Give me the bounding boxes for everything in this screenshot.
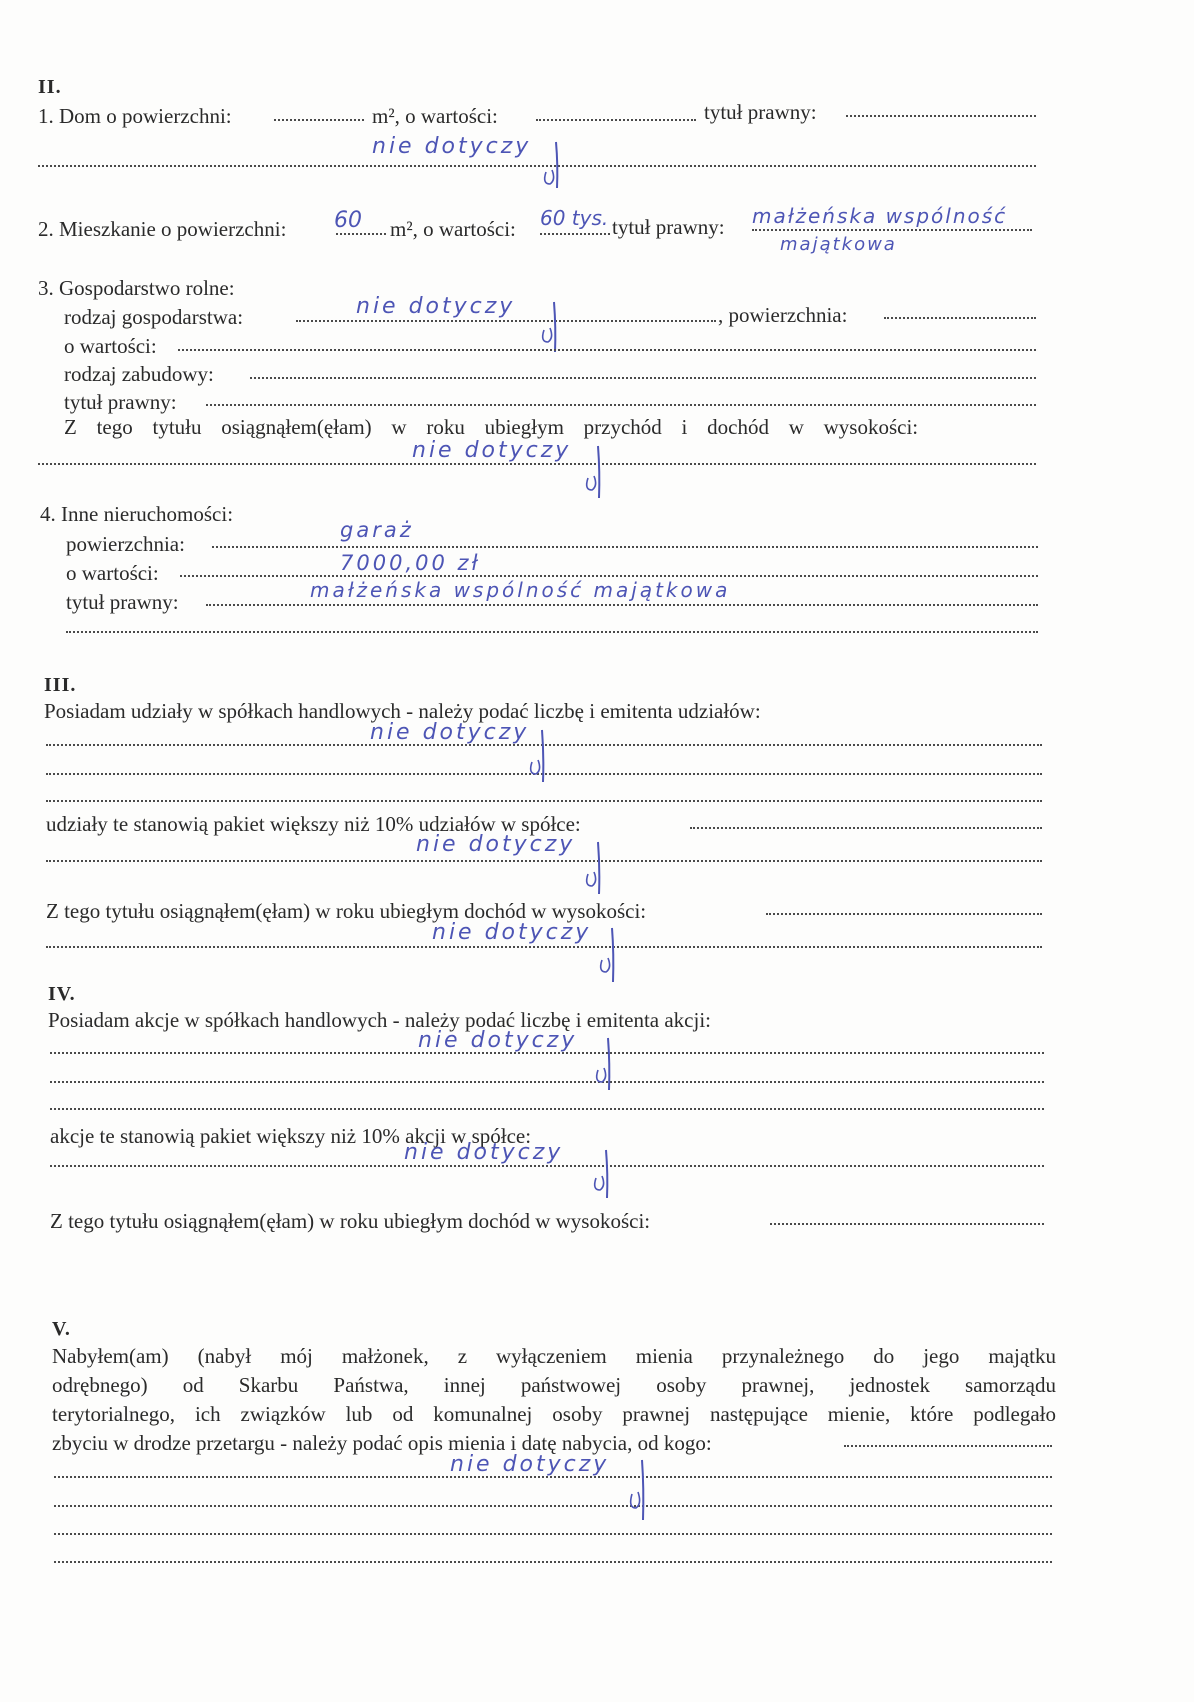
farm-income-handwritten: nie dotyczy (412, 438, 572, 463)
other-title-handwritten: małżeńska wspólność majątkowa (310, 578, 731, 602)
farm-title-field (206, 404, 1036, 406)
farm-value-label: o wartości: (64, 334, 157, 358)
house-area-label: 1. Dom o powierzchni: (38, 104, 232, 128)
shares-package-text: udziały te stanowią pakiet większy niż 10% udziałów w spółce: (46, 812, 581, 836)
stocks-package-text: akcje te stanowią pakiet większy niż 10% akcji w spółce: (50, 1124, 532, 1148)
other-area-label: powierzchnia: (66, 532, 185, 556)
section-ii-heading: II. (38, 76, 62, 98)
apartment-area-handwritten: 60 (334, 208, 362, 233)
other-value-field (180, 575, 1038, 577)
shares-text: Posiadam udziały w spółkach handlowych - należy podać liczbę i emitenta udziałów: (44, 699, 761, 723)
shares-line-3 (46, 800, 1042, 802)
handwriting-stroke (582, 840, 612, 896)
other-title-label: tytuł prawny: (66, 590, 179, 614)
house-area-field (274, 119, 364, 121)
stocks-line-2 (50, 1081, 1044, 1083)
handwriting-stroke (540, 140, 570, 190)
apartment-value-handwritten: 60 tys. (540, 206, 609, 230)
handwriting-stroke (590, 1148, 620, 1200)
handwriting-stroke (582, 444, 612, 500)
shares-income-field (766, 913, 1042, 915)
farm-label: 3. Gospodarstwo rolne: (38, 276, 235, 300)
stocks-line-3 (50, 1108, 1044, 1110)
shares-income-line (46, 946, 1042, 948)
acquired-handwritten: nie dotyczy (450, 1452, 610, 1477)
farm-value-field (178, 349, 1036, 351)
acquired-property-text (52, 1342, 1056, 1458)
apartment-area-label: 2. Mieszkanie o powierzchni: (38, 217, 287, 241)
shares-handwritten: nie dotyczy (370, 720, 530, 745)
house-value-field (536, 119, 696, 121)
other-value-handwritten: 7000,00 zł (340, 551, 481, 575)
farm-income-text: Z tego tytułu osiągnąłem(ęłam) w roku ubiegłym przychód i dochód w wysokości: (64, 415, 919, 439)
section-v-heading: V. (52, 1318, 71, 1340)
handwriting-stroke (592, 1036, 622, 1092)
house-extra-line (38, 165, 1036, 167)
stocks-income-field (770, 1223, 1044, 1225)
acquired-text-line: Nabyłem(am) (nabył mój małżonek, z wyłączeniem mienia przynależnego do jego majątku (52, 1344, 1056, 1368)
acquired-line-3 (54, 1533, 1052, 1535)
other-extra-line (66, 631, 1038, 633)
other-title-field (206, 604, 1038, 606)
stocks-package-handwritten: nie dotyczy (404, 1140, 564, 1165)
other-property-label: 4. Inne nieruchomości: (40, 502, 234, 526)
stocks-package-line (50, 1165, 1044, 1167)
other-area-field (212, 546, 1038, 548)
apartment-value-label: m², o wartości: (390, 217, 516, 241)
other-area-handwritten: garaż (340, 518, 414, 542)
apartment-title-field (752, 229, 1032, 231)
shares-income-handwritten: nie dotyczy (432, 920, 592, 945)
acquired-text-line: odrębnego) od Skarbu Państwa, innej państwowej osoby prawnej, jednostek samorządu (52, 1373, 1056, 1397)
farm-buildings-field (250, 377, 1036, 379)
acquired-line-4 (54, 1561, 1052, 1563)
farm-type-label: rodzaj gospodarstwa: (64, 305, 244, 329)
handwriting-stroke (526, 728, 556, 784)
handwriting-stroke (538, 300, 568, 354)
apartment-title-handwritten-2: majątkowa (780, 234, 897, 255)
section-iii-heading: III. (44, 674, 77, 696)
stocks-income-text: Z tego tytułu osiągnąłem(ęłam) w roku ubiegłym dochód w wysokości: (50, 1209, 651, 1233)
farm-type-field (296, 320, 716, 322)
handwriting-stroke (596, 926, 626, 984)
acquired-line-2 (54, 1505, 1052, 1507)
apartment-area-field (336, 233, 386, 235)
stocks-text: Posiadam akcje w spółkach handlowych - należy podać liczbę i emitenta akcji: (48, 1008, 712, 1032)
shares-income-text: Z tego tytułu osiągnąłem(ęłam) w roku ubiegłym dochód w wysokości: (46, 899, 647, 923)
shares-package-field (690, 827, 1042, 829)
apartment-title-handwritten-1: małżeńska wspólność (752, 204, 1008, 228)
farm-buildings-label: rodzaj zabudowy: (64, 362, 214, 386)
other-value-label: o wartości: (66, 561, 159, 585)
shares-package-handwritten: nie dotyczy (416, 832, 576, 857)
house-handwritten-answer: nie dotyczy (372, 134, 532, 159)
section-iv-heading: IV. (48, 983, 76, 1005)
farm-title-label: tytuł prawny: (64, 390, 177, 414)
acquired-field (844, 1445, 1052, 1447)
farm-income-field (38, 463, 1036, 465)
shares-package-line (46, 860, 1042, 862)
apartment-title-label: tytuł prawny: (612, 215, 725, 239)
acquired-text-line: terytorialnego, ich związków lub od komunalnej osoby prawnej następujące mienie, które podlegało (52, 1402, 1056, 1426)
house-value-label: m², o wartości: (372, 104, 498, 128)
farm-area-field (884, 317, 1036, 319)
apartment-value-field (540, 233, 610, 235)
handwriting-stroke (626, 1458, 656, 1522)
acquired-text-line: zbyciu w drodze przetargu - należy podać opis mienia i datę nabycia, od kogo: (52, 1431, 712, 1455)
farm-type-handwritten: nie dotyczy (356, 294, 516, 319)
house-title-label: tytuł prawny: (704, 100, 817, 124)
stocks-handwritten: nie dotyczy (418, 1028, 578, 1053)
farm-area-label: , powierzchnia: (718, 303, 848, 327)
house-title-field (846, 115, 1036, 117)
